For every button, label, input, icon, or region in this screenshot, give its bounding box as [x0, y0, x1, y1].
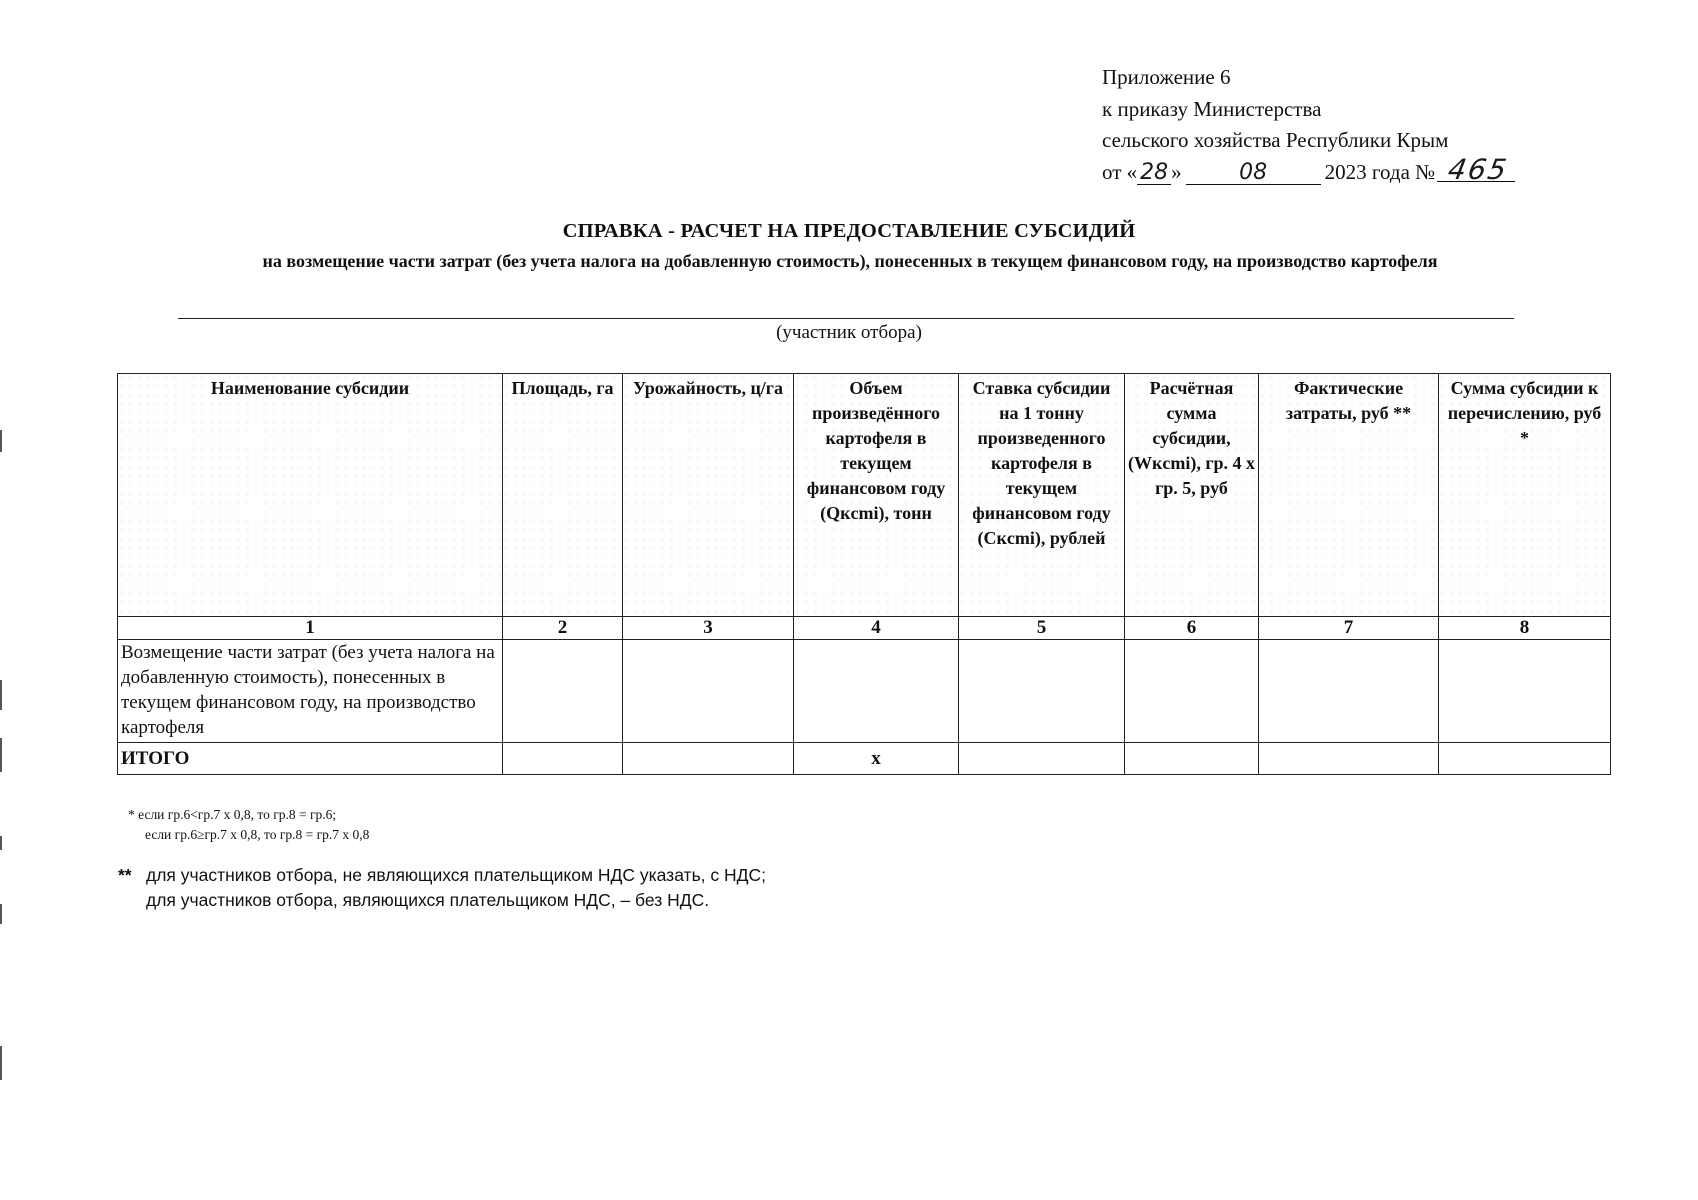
date-year-text: 2023 года №	[1324, 159, 1436, 184]
scan-edge-mark	[0, 904, 2, 924]
footnote-double-star	[118, 863, 766, 913]
date-prefix: от «	[1102, 159, 1138, 184]
total-area-cell	[503, 743, 623, 775]
document-subtitle: на возмещение части затрат (без учета налога на добавленную стоимость), понесенных в текущем финансовом году, на производство картофеля	[262, 251, 1438, 271]
column-numbers-row	[118, 617, 1611, 640]
volume-cell	[794, 640, 959, 743]
total-transfer-sum-cell	[1439, 743, 1611, 775]
column-number: 4	[794, 617, 959, 640]
footnote-star-line-2: если гр.6≥гр.7 x 0,8, то гр.8 = гр.7 x 0,8	[145, 827, 370, 842]
handwritten-day: 28	[1137, 162, 1171, 185]
handwritten-month: 08	[1186, 162, 1321, 185]
yield-cell	[623, 640, 794, 743]
calculation-table	[117, 373, 1611, 775]
double-star-mark: **	[118, 865, 132, 885]
appendix-line-1: Приложение 6	[1102, 65, 1231, 89]
header-cell: Площадь, га	[503, 374, 623, 617]
transfer-sum-cell	[1439, 640, 1611, 743]
date-mid: »	[1171, 159, 1182, 184]
appendix-line-2: к приказу Министерства	[1102, 96, 1322, 121]
appendix-date-line	[1102, 152, 1517, 189]
column-number: 8	[1439, 617, 1611, 640]
column-number: 1	[118, 617, 503, 640]
header-cell: Фактические затраты, руб **	[1259, 374, 1439, 617]
header-cell: Расчётная сумма субсидии, (Wкcmi), гр. 4 x гр. 5, руб	[1125, 374, 1259, 617]
scan-edge-mark	[0, 680, 2, 710]
rate-cell	[959, 640, 1125, 743]
column-number: 3	[623, 617, 794, 640]
column-number: 7	[1259, 617, 1439, 640]
scan-edge-mark	[0, 738, 2, 772]
footnote-double-star-line-2: для участников отбора, являющихся плательщиком НДС, – без НДС.	[146, 890, 710, 910]
scan-edge-mark	[0, 430, 2, 452]
total-row	[118, 743, 1611, 775]
total-actual-costs-cell	[1259, 743, 1439, 775]
handwritten-order-number: 465	[1437, 159, 1519, 182]
column-number: 2	[503, 617, 623, 640]
footnote-double-star-line-1	[118, 863, 766, 888]
document-title: СПРАВКА - РАСЧЕТ НА ПРЕДОСТАВЛЕНИЕ СУБСИДИЙ	[562, 220, 1136, 242]
calculated-sum-cell	[1125, 640, 1259, 743]
total-calculated-sum-cell	[1125, 743, 1259, 775]
header-cell: Сумма субсидии к перечислению, руб *	[1439, 374, 1611, 617]
footnote-star	[128, 805, 766, 845]
header-cell: Наименование субсидии	[118, 374, 503, 617]
actual-costs-cell	[1259, 640, 1439, 743]
area-cell	[503, 640, 623, 743]
scan-edge-mark	[0, 1046, 2, 1080]
header-cell: Ставка субсидии на 1 тонну произведенного картофеля в текущем финансовом году (Скcmi), рублей	[959, 374, 1125, 617]
table-row	[118, 640, 1611, 743]
column-number: 6	[1125, 617, 1259, 640]
footnote-star-line-1: * если гр.6<гр.7 x 0,8, то гр.8 = гр.6;	[128, 807, 337, 822]
total-rate-cell	[959, 743, 1125, 775]
footnote-double-star-text-1: для участников отбора, не являющихся плательщиком НДС указать, с НДС;	[146, 865, 767, 885]
header-cell: Объем произведённого картофеля в текущем финансовом году (Qкcmi), тонн	[794, 374, 959, 617]
appendix-block	[1102, 62, 1517, 188]
subsidy-name-cell: Возмещение части затрат (без учета налога на добавленную стоимость), понесенных в текущем финансовом году, на производство картофеля	[118, 640, 503, 743]
column-number: 5	[959, 617, 1125, 640]
footnotes	[118, 805, 767, 913]
table-header-row	[118, 374, 1611, 617]
header-cell: Урожайность, ц/га	[623, 374, 794, 617]
appendix-line-3: сельского хозяйства Республики Крым	[1102, 128, 1449, 152]
scan-edge-mark	[0, 836, 2, 850]
participant-underline	[178, 318, 1514, 319]
participant-label: (участник отбора)	[776, 322, 922, 343]
total-yield-cell	[623, 743, 794, 775]
total-label: ИТОГО	[118, 743, 503, 775]
total-volume-cell: х	[794, 743, 959, 775]
